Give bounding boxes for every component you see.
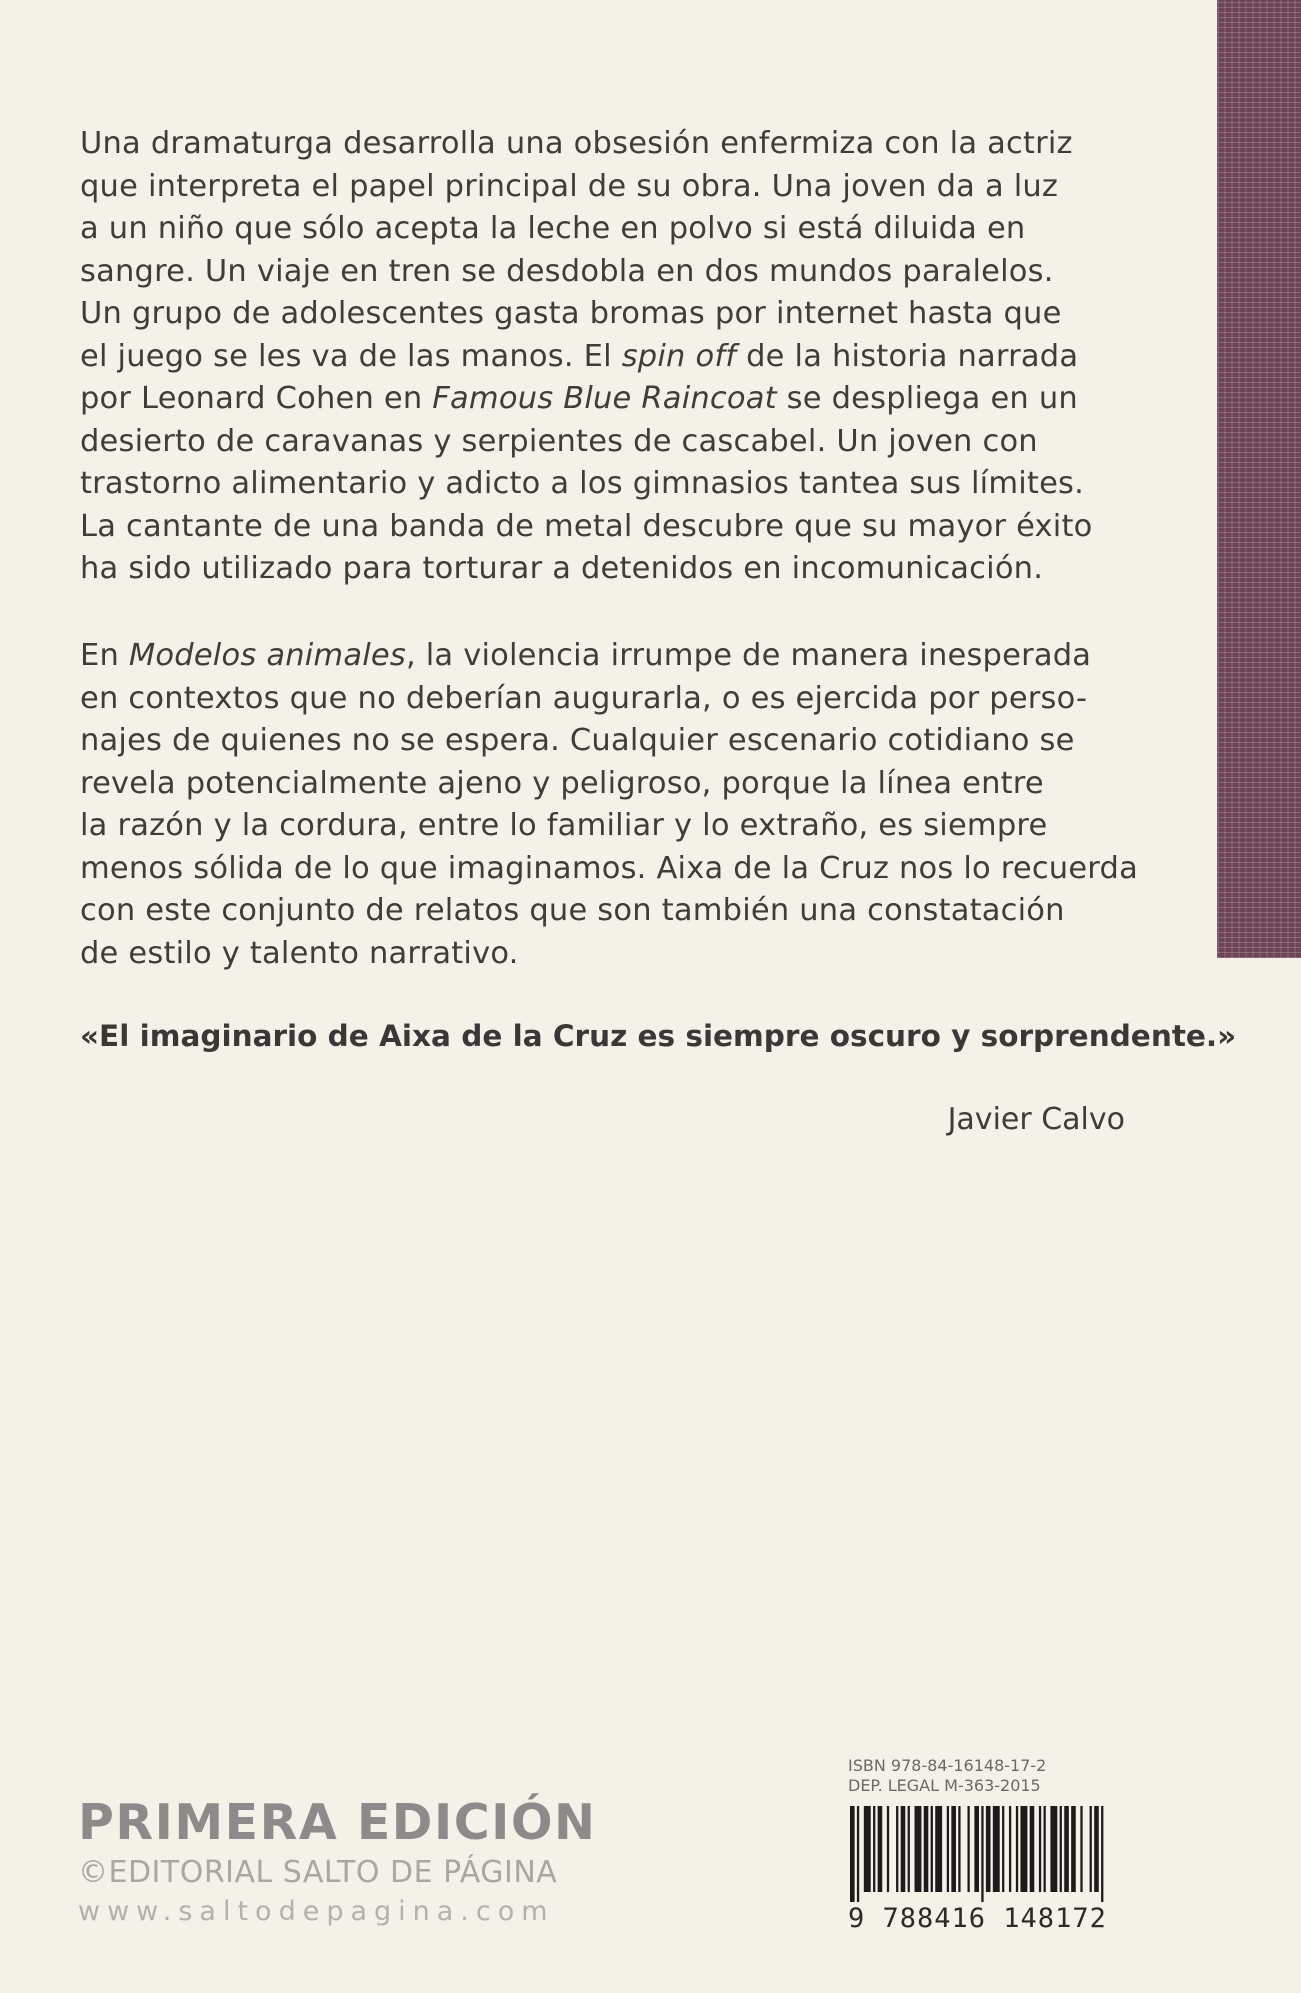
text-run: que interpreta el papel principal de su obra. Una joven da a luz bbox=[80, 168, 1059, 204]
publisher-info bbox=[78, 1795, 597, 1929]
barcode-bar bbox=[873, 1806, 875, 1892]
text-run: , la violencia irrumpe de manera inesperada bbox=[405, 638, 1092, 673]
barcode-bar bbox=[1060, 1806, 1062, 1892]
barcode-bar bbox=[1030, 1806, 1035, 1892]
barcode-bar bbox=[878, 1806, 883, 1892]
barcode-bar bbox=[864, 1806, 871, 1892]
barcode-bar bbox=[1101, 1806, 1103, 1902]
barcode-bar bbox=[850, 1806, 855, 1902]
barcode-bar bbox=[908, 1806, 910, 1892]
edition-label: PRIMERA EDICIÓN bbox=[78, 1794, 597, 1851]
text-line bbox=[80, 635, 1130, 678]
barcode-bar bbox=[931, 1806, 933, 1892]
text-line bbox=[80, 805, 1130, 848]
text-line bbox=[80, 890, 1130, 933]
text-run: najes de quienes no se espera. Cualquier escenario cotidiano se bbox=[80, 723, 1075, 758]
text-run: la razón y la cordura, entre lo familiar y lo extraño, es siempre bbox=[80, 808, 1048, 843]
text-line bbox=[80, 848, 1138, 891]
text-run: revela potencialmente ajeno y peligroso, porque la línea entre bbox=[80, 765, 1044, 801]
barcode-bar bbox=[901, 1806, 906, 1892]
text-run: por Leonard Cohen en bbox=[80, 381, 433, 416]
italic-title: spin off bbox=[621, 338, 737, 374]
text-line bbox=[80, 336, 1130, 379]
barcode-bar bbox=[951, 1806, 956, 1892]
blurb-author: Javier Calvo bbox=[947, 1102, 1125, 1137]
text-run: trastorno alimentario y adicto a los gimnasios tantea sus límites. bbox=[80, 466, 1085, 501]
text-line bbox=[80, 421, 1130, 464]
barcode-bar bbox=[924, 1806, 929, 1892]
text-line bbox=[80, 763, 1130, 806]
text-run: de estilo y talento narrativo. bbox=[80, 935, 519, 971]
text-run: a un niño que sólo acepta la leche en polvo si está diluida en bbox=[80, 211, 1026, 246]
barcode-bar bbox=[1064, 1806, 1069, 1892]
text-line bbox=[80, 720, 1130, 763]
barcode-bar bbox=[1050, 1806, 1057, 1892]
summary-paragraph bbox=[80, 635, 1138, 975]
barcode-bar bbox=[1080, 1806, 1082, 1892]
barcode-bar bbox=[967, 1806, 969, 1892]
barcode-bar bbox=[915, 1806, 922, 1892]
text-line bbox=[80, 166, 1130, 209]
text-run: En bbox=[80, 638, 129, 673]
editorial-copyright: ©EDITORIAL SALTO DE PÁGINA bbox=[78, 1855, 558, 1890]
barcode-bar bbox=[1090, 1806, 1092, 1892]
barcode-bar bbox=[1044, 1806, 1046, 1892]
barcode-bar bbox=[1016, 1806, 1018, 1892]
text-line bbox=[80, 293, 1130, 336]
legal-deposit: DEP. LEGAL M-363-2015 bbox=[848, 1776, 1041, 1795]
decorative-spine-stripe bbox=[1217, 0, 1301, 958]
barcode-bar bbox=[993, 1806, 1000, 1892]
barcode-bar bbox=[887, 1806, 889, 1892]
barcode-bar bbox=[935, 1806, 942, 1892]
text-line bbox=[80, 933, 1130, 976]
text-run: Un grupo de adolescentes gasta bromas por internet hasta que bbox=[80, 296, 1062, 331]
text-run: sangre. Un viaje en tren se desdobla en dos mundos paralelos. bbox=[80, 253, 1054, 289]
text-line bbox=[80, 678, 1130, 721]
text-run: desierto de caravanas y serpientes de cascabel. Un joven con bbox=[80, 423, 1038, 459]
barcode-bar bbox=[981, 1806, 983, 1902]
barcode-digits: 9 788416 148172 bbox=[848, 1903, 1107, 1934]
text-run: Una dramaturga desarrolla una obsesión enfermiza con la actriz bbox=[80, 126, 1073, 161]
barcode-bar bbox=[1039, 1806, 1041, 1892]
italic-title: Modelos animales bbox=[128, 638, 406, 673]
text-run: La cantante de una banda de metal descubre que su mayor éxito bbox=[80, 508, 1093, 544]
text-line bbox=[80, 378, 1130, 421]
italic-title: Famous Blue Raincoat bbox=[432, 381, 777, 416]
barcode-bar bbox=[958, 1806, 960, 1892]
barcode-bar bbox=[857, 1806, 859, 1902]
blurb-quote: «El imaginario de Aixa de la Cruz es siempre oscuro y sorprendente.» bbox=[80, 1019, 1237, 1053]
barcode-bar bbox=[974, 1806, 979, 1892]
barcode-bar bbox=[1020, 1806, 1027, 1892]
isbn-block bbox=[848, 1756, 1110, 1934]
text-line bbox=[80, 548, 1130, 591]
text-line bbox=[80, 251, 1130, 294]
publisher-website: www.saltodepagina.com bbox=[78, 1896, 555, 1927]
text-line bbox=[80, 463, 1130, 506]
text-run: ha sido utilizado para torturar a detenidos en incomunicación. bbox=[80, 551, 1044, 586]
text-run: se despliega en un bbox=[776, 381, 1078, 416]
text-line bbox=[80, 506, 1130, 549]
barcode-bar bbox=[1002, 1806, 1004, 1892]
text-line bbox=[80, 208, 1130, 251]
barcode-bar bbox=[986, 1806, 991, 1892]
text-run: el juego se les va de las manos. El bbox=[80, 338, 622, 374]
barcode-bar bbox=[896, 1806, 898, 1892]
text-run: con este conjunto de relatos que son también una constatación bbox=[80, 893, 1065, 928]
barcode-bar bbox=[1071, 1806, 1076, 1892]
text-run: en contextos que no deberían augurarla, o es ejercida por perso- bbox=[80, 680, 1088, 716]
barcode-bar bbox=[1009, 1806, 1011, 1892]
isbn-number: ISBN 978-84-16148-17-2 bbox=[848, 1756, 1047, 1775]
text-run: de la historia narrada bbox=[736, 338, 1079, 374]
synopsis-paragraph bbox=[80, 123, 1130, 591]
text-line bbox=[80, 123, 1130, 166]
barcode-icon bbox=[848, 1806, 1110, 1902]
barcode-bar bbox=[1094, 1806, 1099, 1892]
text-run: menos sólida de lo que imaginamos. Aixa de la Cruz nos lo recuerda bbox=[80, 850, 1138, 886]
barcode-bar bbox=[947, 1806, 949, 1892]
